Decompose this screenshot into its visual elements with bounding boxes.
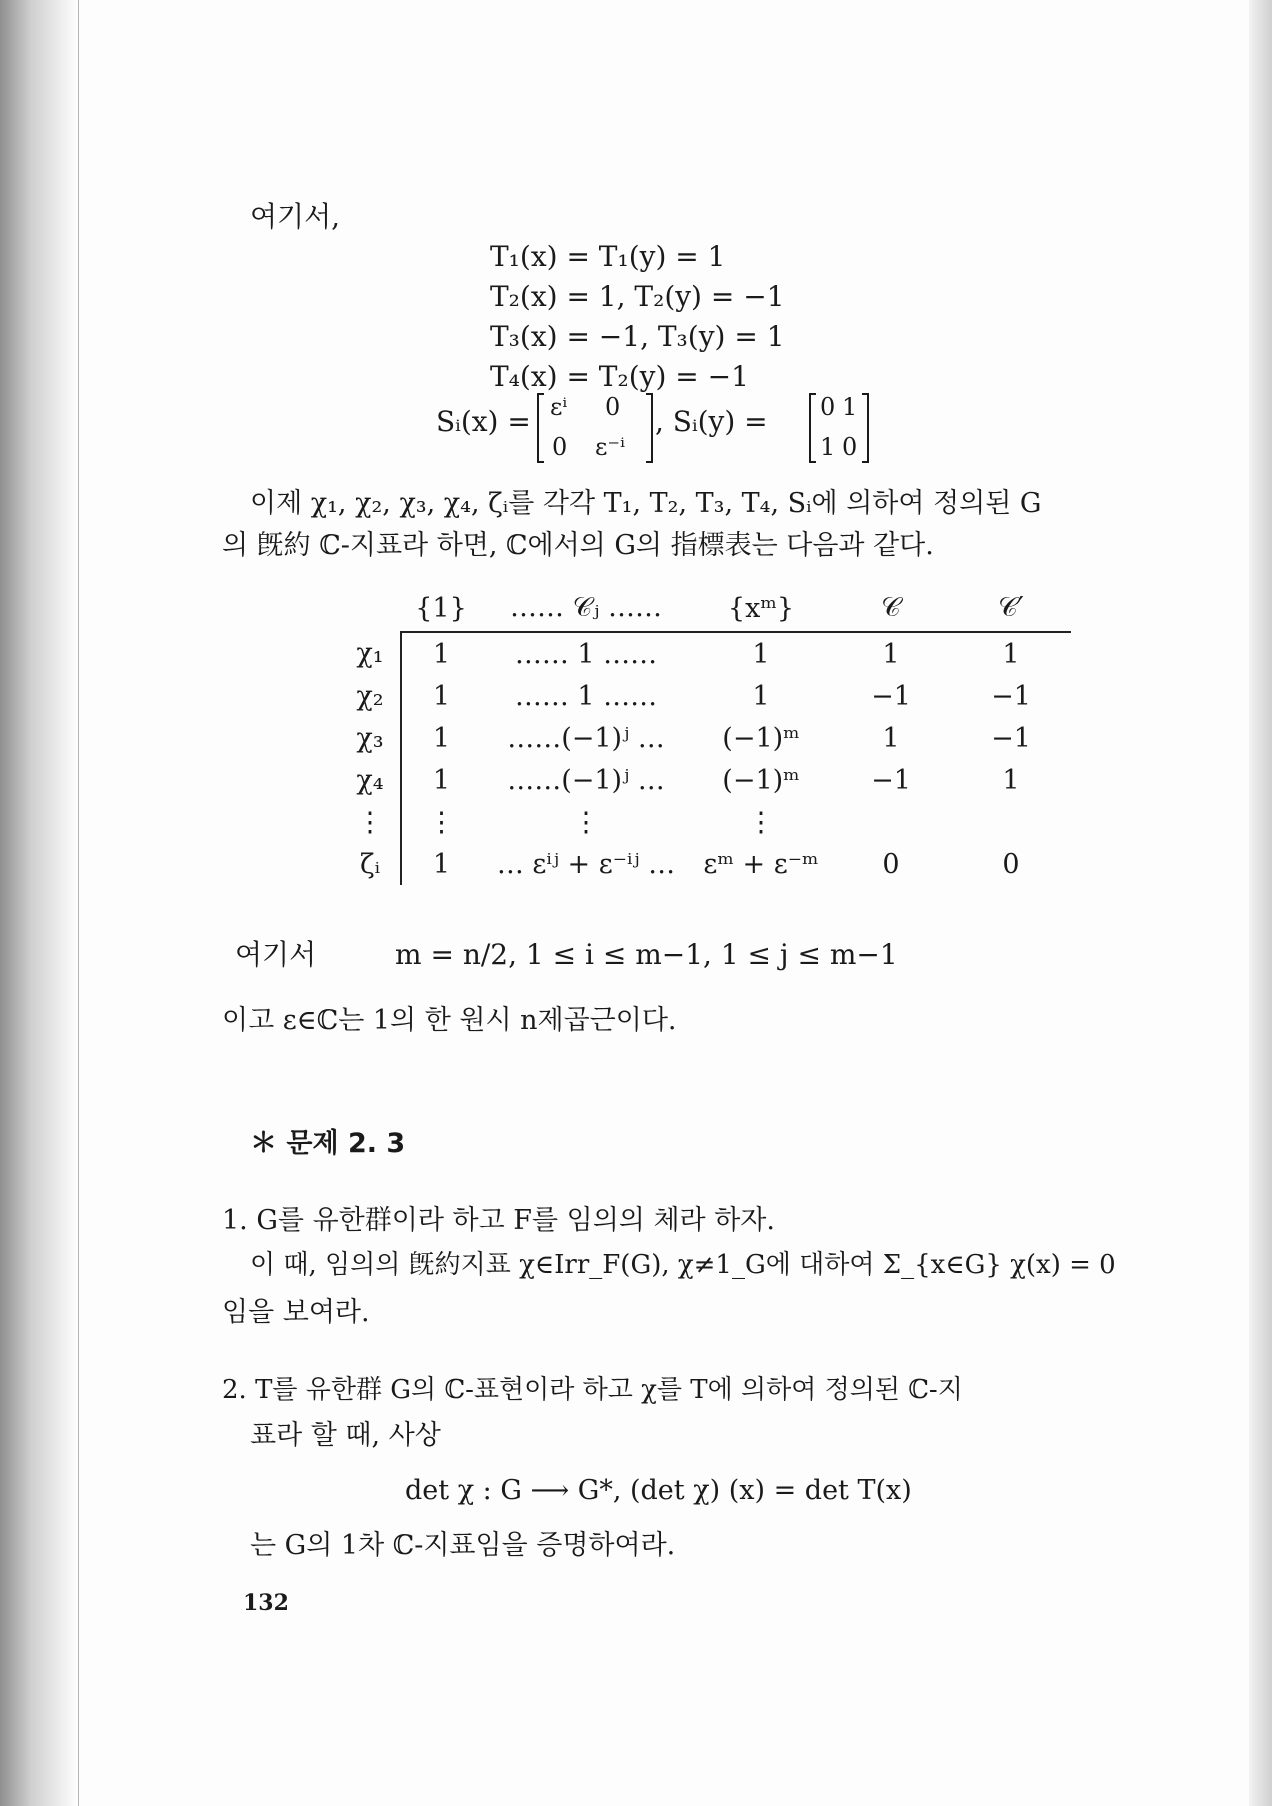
problem-2-equation: det χ : G ⟶ G*, (det χ) (x) = det T(x)	[405, 1475, 912, 1506]
table-cell: −1	[871, 680, 911, 712]
paragraph-line-1: 이제 χ₁, χ₂, χ₃, χ₄, ζᵢ를 각각 T₁, T₂, T₃, T₄, Sᵢ에 의하여 정의된 G	[250, 488, 1042, 519]
matrix-sy-a22: 0	[842, 433, 858, 461]
problem-2-line-1: 2. T를 유한群 G의 ℂ-표현이라 하고 χ를 T에 의하여 정의된 ℂ-지	[222, 1375, 963, 1405]
table-cell	[951, 801, 1071, 843]
table-cell: ⋮	[747, 806, 775, 838]
epsilon-line: 이고 ε∈ℂ는 1의 한 원시 n제곱근이다.	[222, 1005, 677, 1036]
row-label: χ₃	[340, 717, 401, 759]
row-label: ⋮	[340, 801, 401, 843]
problem-1-line-1: 1. G를 유한群이라 하고 F를 임의의 체라 하자.	[222, 1205, 775, 1236]
table-cell: ……(−1)ʲ …	[507, 722, 665, 754]
matrix-sx-a12: 0	[605, 393, 621, 421]
table-cell: 1	[882, 722, 900, 754]
table-cell: −1	[991, 680, 1031, 712]
equation-t2: T₂(x) = 1, T₂(y) = −1	[490, 280, 785, 313]
table-cell: 1	[432, 680, 451, 712]
problem-1-line-2: 이 때, 임의의 旣約지표 χ∈Irr_F(G), χ≠1_G에 대하여 Σ_{x∈G} χ(x) = 0	[250, 1250, 1116, 1280]
table-cell: −1	[991, 722, 1031, 754]
table-cell: 0	[882, 848, 900, 880]
table-row	[340, 675, 1071, 717]
table-row	[340, 632, 1071, 675]
table-cell: 1	[1002, 638, 1020, 670]
table-row	[340, 843, 1071, 885]
table-header-cell: …… 𝒞ⱼ ……	[481, 585, 691, 632]
matrix-sx-a11: εⁱ	[550, 393, 568, 421]
table-header-cell: 𝒞	[831, 585, 951, 632]
row-label: χ₂	[340, 675, 401, 717]
table-cell: ……(−1)ʲ …	[507, 764, 665, 796]
problem-1-line-3: 임을 보여라.	[222, 1297, 370, 1328]
table-cell: 1	[1002, 764, 1020, 796]
table-header-cell: 𝒞′	[951, 585, 1071, 632]
table-cell: … εⁱʲ + ε⁻ⁱʲ …	[496, 848, 676, 880]
table-cell: −1	[871, 764, 911, 796]
table-cell: …… 1 ……	[514, 680, 658, 712]
matrix-sy	[808, 392, 870, 464]
table-cell: 0	[1002, 848, 1020, 880]
table-header-cell: {1}	[401, 585, 481, 632]
equation-t4: T₄(x) = T₂(y) = −1	[490, 360, 749, 393]
table-cell: ⋮	[572, 806, 600, 838]
matrix-sx-a21: 0	[552, 433, 568, 461]
table-cell: 1	[432, 764, 451, 796]
table-cell: 1	[752, 638, 770, 670]
paragraph-line-2: 의 旣約 ℂ-지표라 하면, ℂ에서의 G의 指標表는 다음과 같다.	[222, 530, 934, 561]
character-table	[340, 585, 1071, 885]
table-cell: εᵐ + ε⁻ᵐ	[703, 848, 819, 880]
table-cell: 1	[752, 680, 770, 712]
problem-2-line-3: 는 G의 1차 ℂ-지표임을 증명하여라.	[250, 1530, 676, 1561]
matrix-sy-a11: 0	[820, 393, 836, 421]
equation-s-mid: , Sᵢ(y) =	[655, 405, 768, 438]
equation-t3: T₃(x) = −1, T₃(y) = 1	[490, 320, 785, 353]
table-cell: 1	[432, 848, 451, 880]
problem-2-line-2: 표라 할 때, 사상	[250, 1420, 441, 1451]
matrix-sy-a21: 1	[820, 433, 836, 461]
table-cell: 1	[882, 638, 900, 670]
page-edge	[1248, 0, 1272, 1806]
matrix-sy-a12: 1	[842, 393, 858, 421]
table-row	[340, 759, 1071, 801]
row-label: χ₁	[340, 632, 401, 675]
table-header-cell: {xᵐ}	[691, 585, 831, 632]
table-cell: ⋮	[428, 806, 455, 838]
row-label: ζᵢ	[340, 843, 401, 885]
page-number: 132	[243, 1590, 289, 1616]
where-label: 여기서	[235, 938, 317, 971]
intro-text: 여기서,	[250, 200, 341, 233]
table-header-row	[340, 585, 1071, 632]
problem-title: ＊ 문제 2. 3	[250, 1128, 406, 1159]
table-cell: 1	[432, 722, 451, 754]
matrix-sx-a22: ε⁻ⁱ	[595, 433, 625, 461]
table-cell: (−1)ᵐ	[722, 764, 800, 796]
book-spine	[0, 0, 78, 1806]
table-cell	[831, 801, 951, 843]
where-equation: m = n/2, 1 ≤ i ≤ m−1, 1 ≤ j ≤ m−1	[395, 938, 898, 971]
table-row	[340, 801, 1071, 843]
table-corner	[340, 585, 401, 632]
equation-s-lhs: Sᵢ(x) =	[436, 405, 531, 438]
table-row	[340, 717, 1071, 759]
table-cell: …… 1 ……	[514, 638, 658, 670]
equation-t1: T₁(x) = T₁(y) = 1	[490, 240, 726, 273]
table-cell: 1	[432, 638, 451, 670]
table-cell: (−1)ᵐ	[722, 722, 800, 754]
row-label: χ₄	[340, 759, 401, 801]
